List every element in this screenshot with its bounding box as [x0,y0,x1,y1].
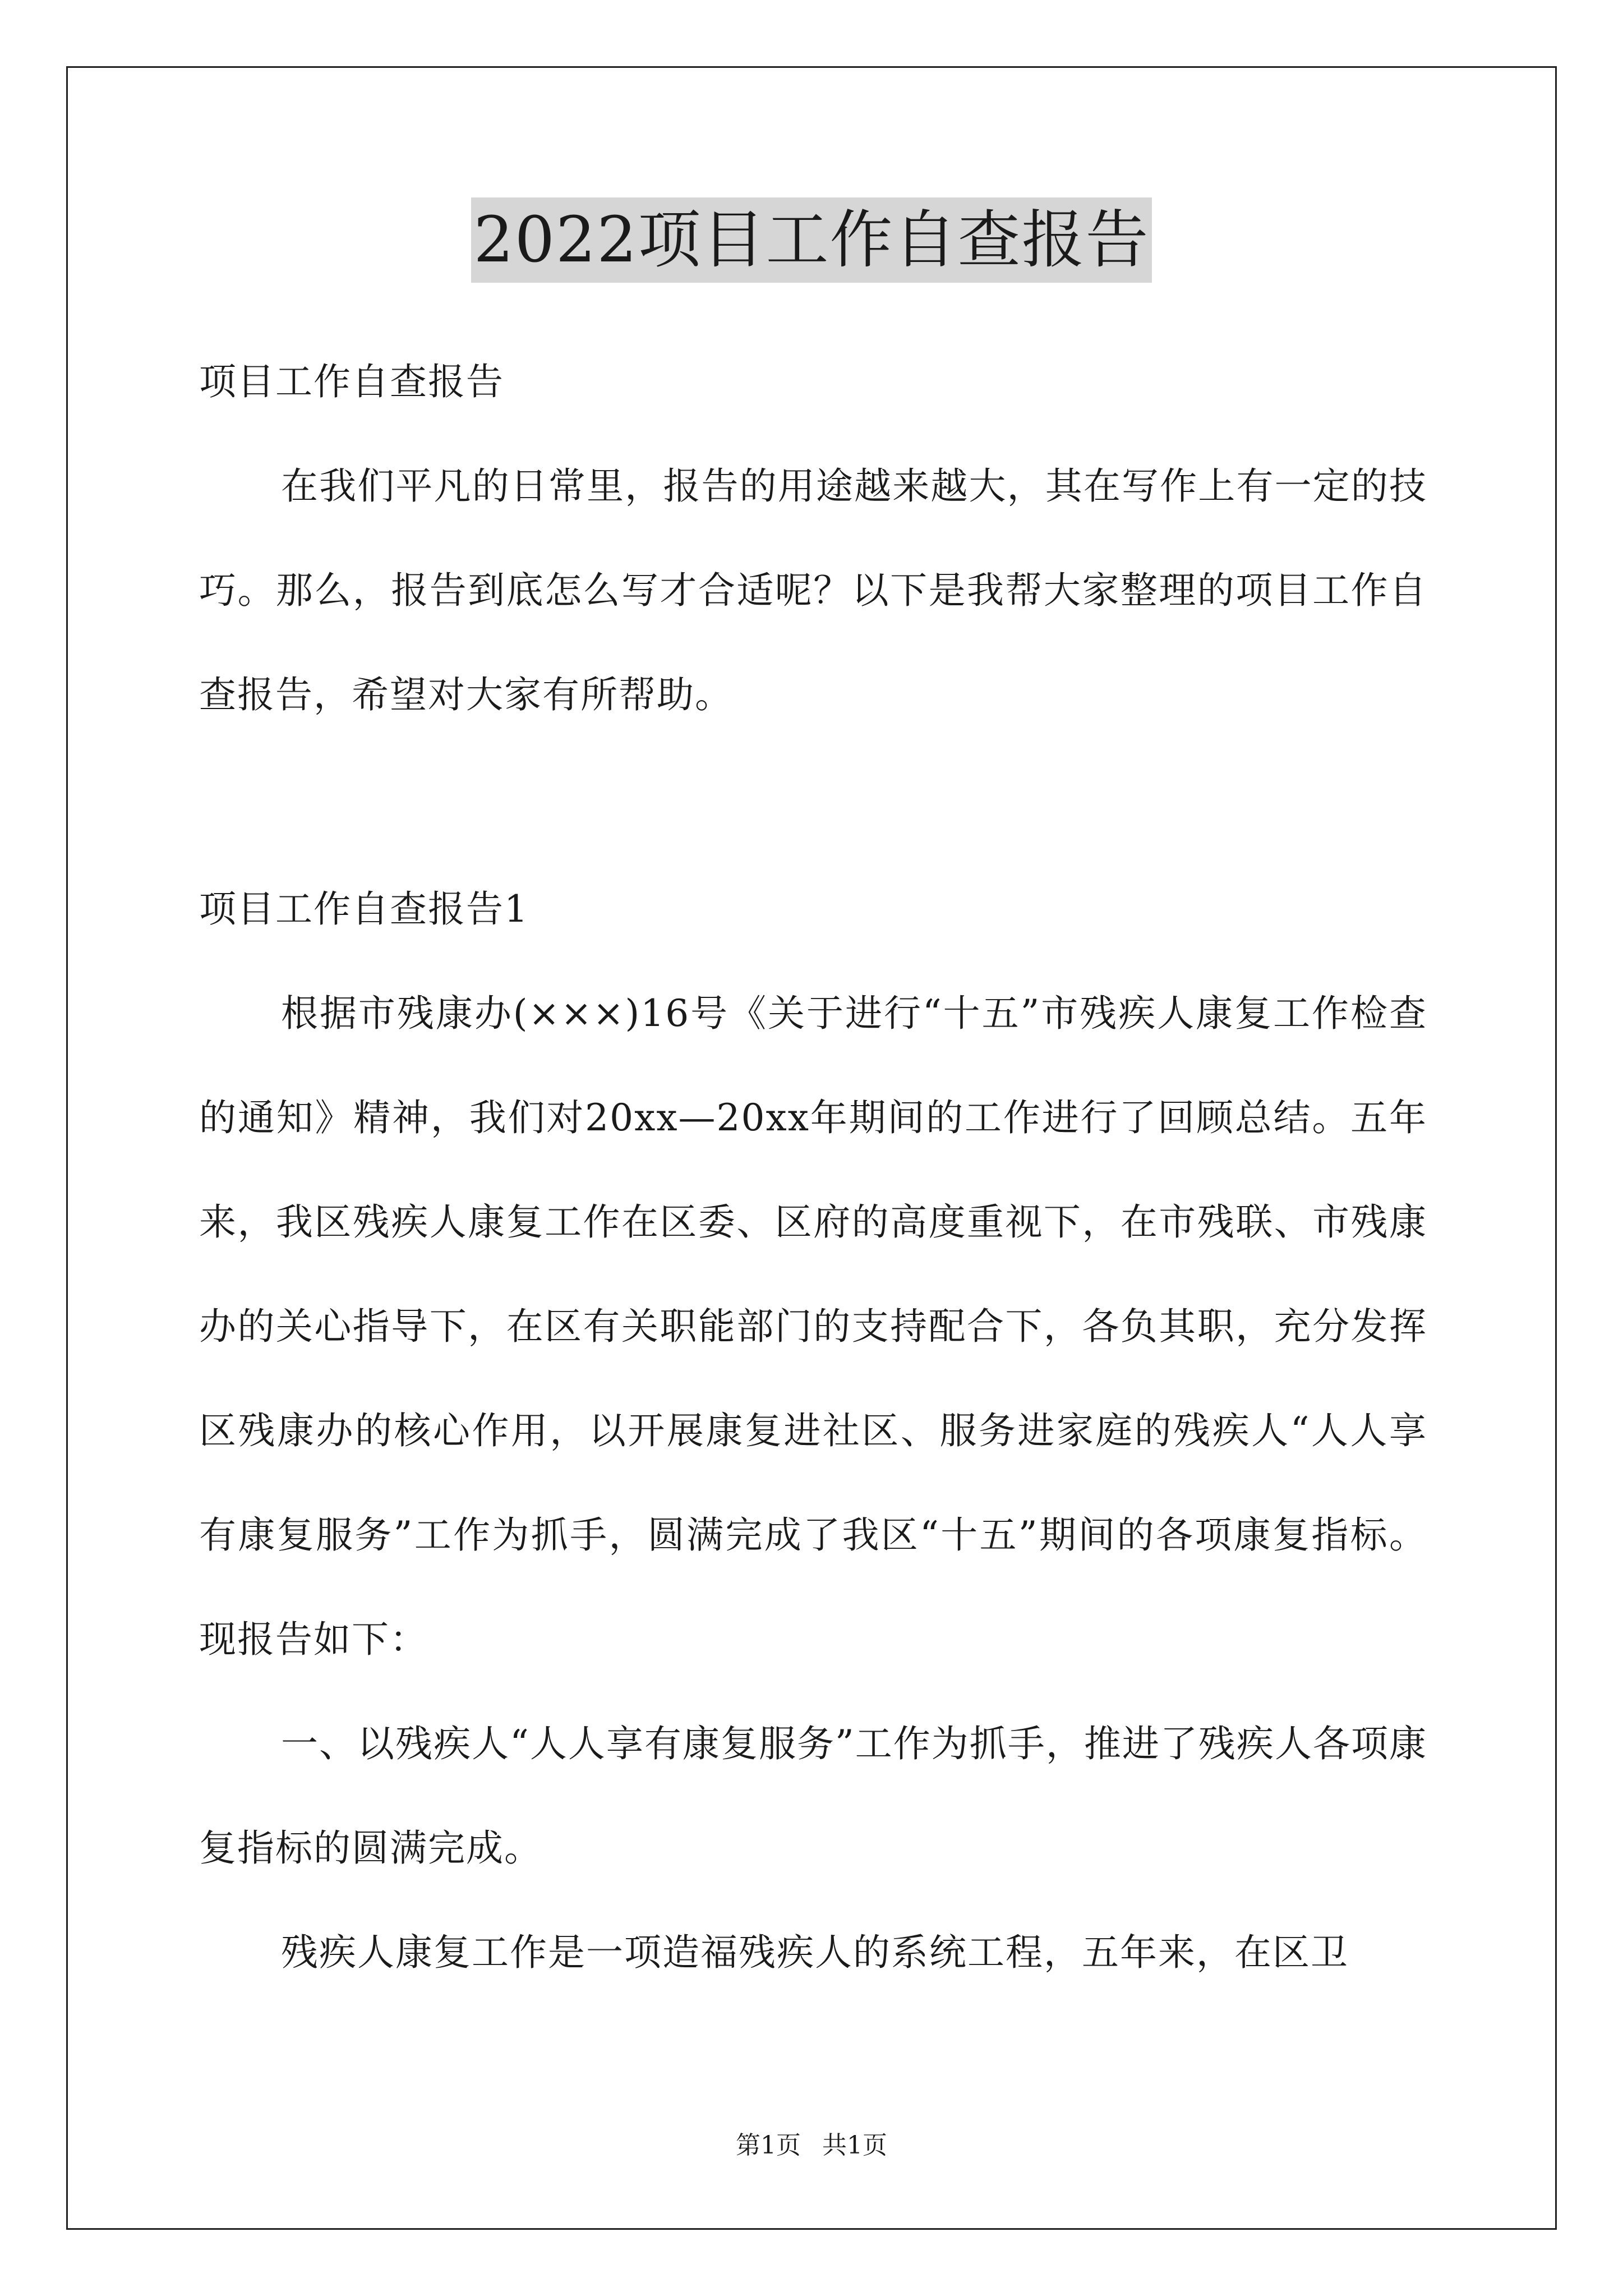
section-heading: 项目工作自查报告1 [199,887,529,931]
document-title: 2022项目工作自查报告 [471,197,1151,283]
intro-paragraph: 在我们平凡的日常里，报告的用途越来越大，其在写作上有一定的技巧。那么，报告到底怎么写才合适呢？以下是我帮大家整理的项目工作自查报告，希望对大家有所帮助。 [199,464,1427,716]
body-paragraph: 一、以残疾人“人人享有康复服务”工作为抓手，推进了残疾人各项康复指标的圆满完成。 [199,1722,1427,1870]
section-body [199,857,1427,2005]
page-footer [0,2129,1623,2162]
page-number-current: 第1页 [736,2131,801,2160]
document-body [199,330,1427,747]
title-container [0,197,1623,283]
body-paragraph: 根据市残康办(×××)16号《关于进行“十五”市残疾人康复工作检查的通知》精神，我们对20xx—20xx年期间的工作进行了回顾总结。五年来，我区残疾人康复工作在区委、区府的高度重视下，在市残联、市残康办的关心指导下，在区有关职能部门的支持配合下，各负其职，充分发挥区残康办的核心作用，以开展康复进社区、服务进家庭的残疾人“人人享有康复服务”工作为抓手，圆满完成了我区“十五”期间的各项康复指标。现报告如下： [199,992,1427,1661]
page-number-total: 共1页 [822,2131,887,2160]
body-paragraph: 残疾人康复工作是一项造福残疾人的系统工程，五年来，在区卫 [281,1931,1349,1974]
document-subtitle: 项目工作自查报告 [199,360,504,403]
